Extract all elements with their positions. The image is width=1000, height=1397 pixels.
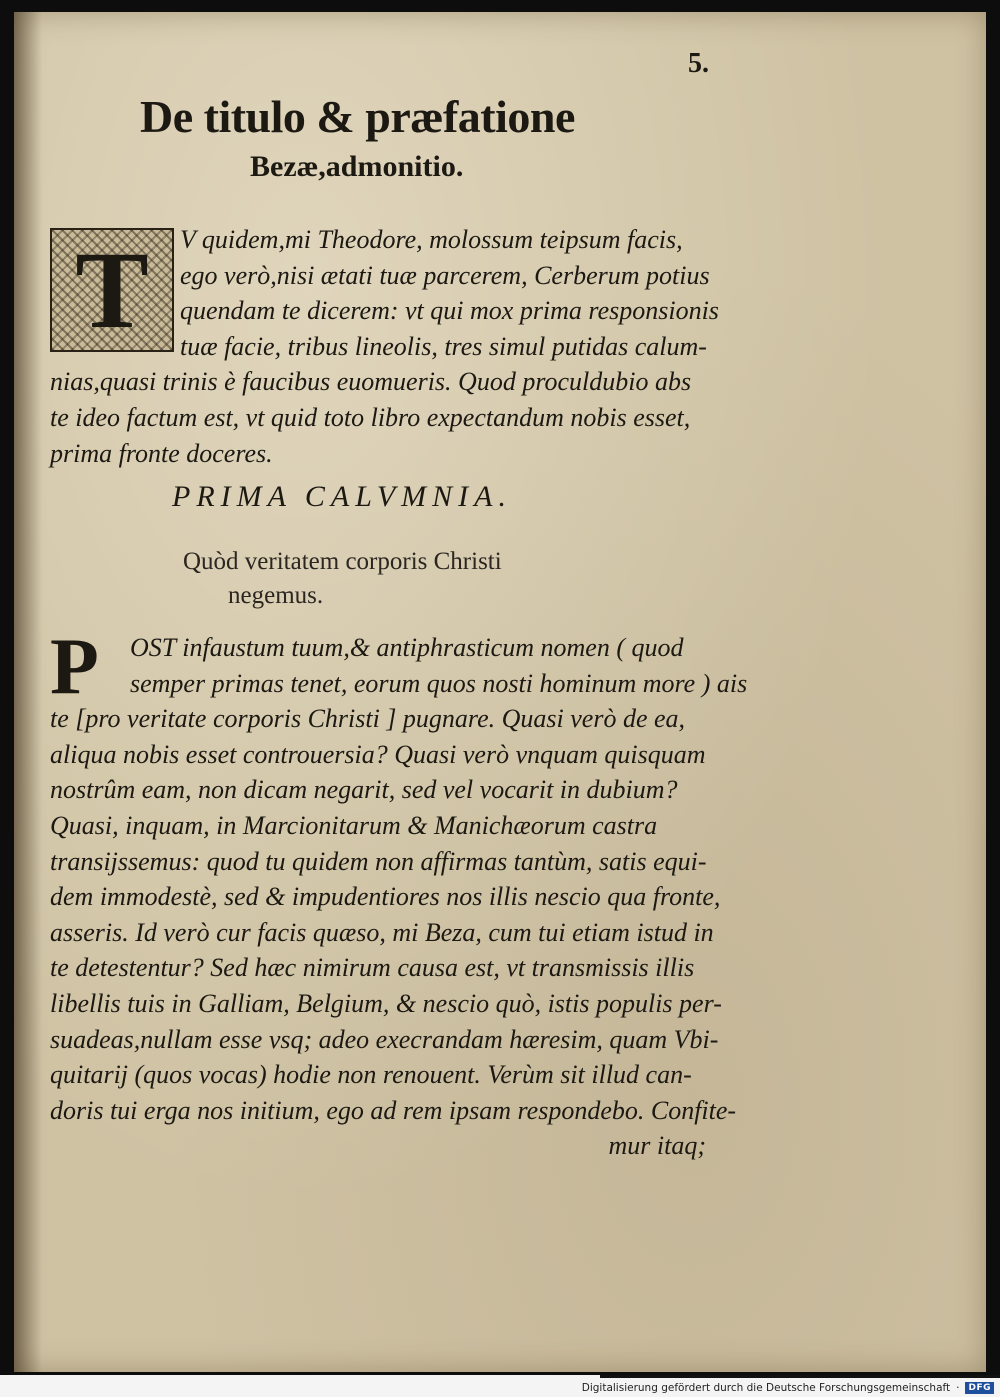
section-heading: PRIMA CALVMNIA. [172, 480, 512, 513]
initial-letter-t: T [75, 229, 149, 351]
dfg-logo: DFG [965, 1382, 994, 1394]
footer-separator: · [956, 1381, 960, 1394]
footer-strip [0, 1375, 600, 1397]
text-line: libellis tuis in Galliam, Belgium, & nescio quò, istis populis per- [50, 988, 722, 1018]
text-line: dem immodestè, sed & impudentiores nos illis nescio qua fronte, [50, 882, 721, 912]
footer-bar [581, 1378, 1000, 1397]
text-line: quitarij (quos vocas) hodie non renouent. Verùm sit illud can- [50, 1060, 692, 1090]
text-line: te [pro veritate corporis Christi ] pugnare. Quasi verò de ea, [50, 704, 686, 734]
text-line: doris tui erga nos initium, ego ad rem ipsam respondebo. Confite- [50, 1095, 737, 1125]
text-line: ego verò,nisi ætati tuæ parcerem, Cerberum potius [180, 260, 710, 290]
text-line: nias,quasi trinis è faucibus euomueris. Quod proculdubio abs [50, 367, 692, 397]
text-line: quendam te dicerem: vt qui mox prima responsionis [180, 296, 719, 326]
text-line: prima fronte doceres. [50, 438, 273, 468]
section-subheading-continued: negemus. [228, 582, 324, 609]
text-line: V quidem,mi Theodore, molossum teipsum facis, [180, 225, 683, 254]
paragraph-admonitio [50, 222, 719, 471]
text-line: OST infaustum tuum,& antiphrasticum nomen ( quod [130, 633, 684, 662]
text-line: te ideo factum est, vt quid toto libro expectandum nobis esset, [50, 402, 691, 432]
text-line: nostrûm eam, non dicam negarit, sed vel vocarit in dubium? [50, 775, 678, 805]
text-line: tuæ facie, tribus lineolis, tres simul putidas calum- [180, 331, 707, 361]
text-line: aliqua nobis esset controuersia? Quasi verò vnquam quisquam [50, 739, 706, 769]
page-gutter-shadow [14, 12, 42, 1372]
text-line: Quasi, inquam, in Marcionitarum & Manichæorum castra [50, 810, 658, 840]
funding-credit: Digitalisierung gefördert durch die Deutsche Forschungsgemeinschaft [581, 1381, 951, 1394]
page-subtitle: Bezæ,admonitio. [250, 150, 464, 183]
text-line: transijssemus: quod tu quidem non affirmas tantùm, satis equi- [50, 846, 707, 876]
page-number: 5. [688, 48, 709, 79]
catchword: mur itaq; [608, 1131, 706, 1161]
initial-letter-p: P [50, 623, 99, 711]
text-line: semper primas tenet, eorum quos nosti hominum more ) ais [130, 668, 748, 698]
paragraph-calumnia [50, 623, 748, 1164]
text-line: suadeas,nullam esse vsq; adeo execrandam hæresim, quam Vbi- [50, 1024, 719, 1054]
page-title: De titulo & præfatione [140, 91, 575, 142]
text-line: te detestentur? Sed hæc nimirum causa est, vt transmissis illis [50, 953, 695, 983]
section-subheading: Quòd veritatem corporis Christi [183, 548, 502, 575]
text-line: asseris. Id verò cur facis quæso, mi Beza, cum tui etiam istud in [50, 917, 714, 947]
